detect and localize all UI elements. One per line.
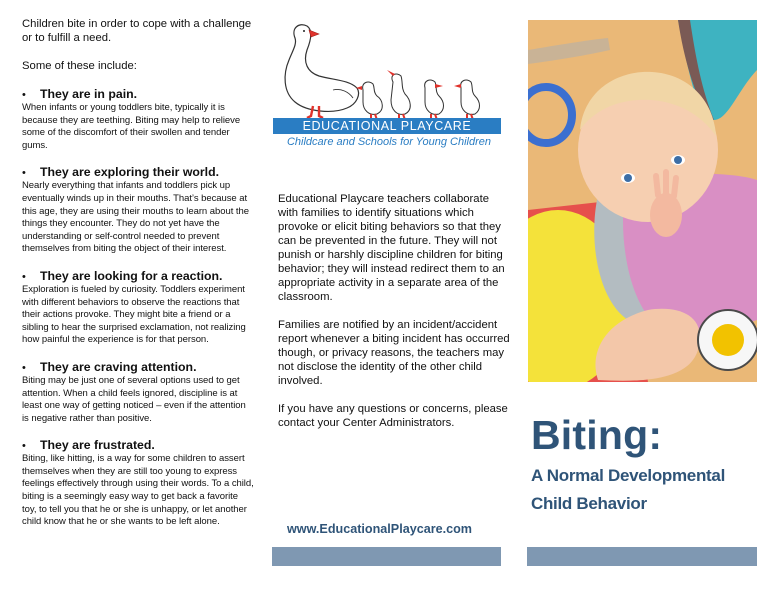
reason-body: Exploration is fueled by curiosity. Toddlers experiment with different behaviors to observe the reactions that their actions provoke. They might bite a friend or a sibling to hear the surprised exclamation, not realizing how painful the experience is for that person. bbox=[22, 283, 246, 346]
educational-playcare-logo bbox=[273, 10, 507, 160]
reason-title: They are frustrated. bbox=[40, 438, 155, 453]
policy-text bbox=[278, 192, 510, 444]
collaboration-paragraph: Educational Playcare teachers collaborate with families to identify situations which provoke or elicit biting behaviors so that they can be prevented in the future. They will not punish or harshly discipline children for biting behavior; they will instead redirect them to an appropriate activity in a separate area of the classroom. bbox=[278, 193, 505, 303]
reason-title: They are looking for a reaction. bbox=[40, 268, 223, 283]
baby-photo-illustration bbox=[528, 20, 757, 382]
reason-title: They are exploring their world. bbox=[40, 165, 220, 180]
reason-title: They are in pain. bbox=[40, 87, 138, 101]
footer-bar bbox=[272, 547, 501, 566]
goose-family-icon bbox=[273, 10, 507, 120]
reason-item bbox=[22, 269, 254, 347]
website-link[interactable]: www.EducationalPlaycare.com bbox=[287, 522, 473, 536]
bullet-icon: • bbox=[22, 167, 26, 180]
baby-photo bbox=[528, 20, 757, 382]
brochure-subtitle-line2: Child Behavior bbox=[531, 494, 647, 513]
bullet-icon: • bbox=[22, 89, 26, 101]
reason-item bbox=[22, 165, 254, 256]
reason-item bbox=[22, 438, 254, 529]
reason-body: Nearly everything that infants and toddlers pick up eventually winds up in their mouths. That’s because at this age, they are using their mouths to learn about the things they encounter. They do not yet have the understanding or self-control needed to prevent themselves from biting the object of their interest. bbox=[22, 180, 249, 255]
cover-footer-bar bbox=[527, 547, 757, 566]
brochure-title: Biting: bbox=[531, 412, 663, 458]
logo-tagline: Childcare and Schools for Young Children bbox=[286, 136, 492, 148]
reason-body: When infants or young toddlers bite, typically it is because they are teething. Biting may help to relieve some of the discomfort of their swollen and tender gums. bbox=[22, 102, 241, 151]
reason-body: Biting may be just one of several options used to get attention. When a child feels ignored, discipline is at least one way of getting noticed – even if the attention is negative rather than positive. bbox=[22, 374, 246, 424]
logo-wordmark: EDUCATIONAL PLAYCARE bbox=[273, 118, 501, 134]
brochure-subtitle-line1: A Normal Developmental bbox=[531, 466, 725, 485]
intro-lead: Some of these include: bbox=[22, 60, 137, 72]
contact-paragraph: If you have any questions or concerns, please contact your Center Administrators. bbox=[278, 403, 508, 429]
bullet-icon: • bbox=[22, 440, 26, 453]
middle-panel bbox=[265, 0, 515, 594]
intro bbox=[22, 17, 254, 73]
reason-body: Biting, like hitting, is a way for some children to assert themselves when they are still too young to express feelings effectively through using their words. To a child, biting is a seemingly easy way to get back a favorite toy, to tell you that he or she is unhappy, or let another child know that he or she wants to be left alone. bbox=[22, 453, 254, 528]
notification-paragraph: Families are notified by an incident/accident report whenever a biting incident has occurred though, or privacy reasons, the teachers may not disclose the identity of the other child involved. bbox=[278, 319, 510, 387]
left-panel bbox=[22, 17, 254, 542]
bullet-icon: • bbox=[22, 270, 26, 283]
intro-statement: Children bite in order to cope with a challenge or to fulfill a need. bbox=[22, 18, 252, 44]
reason-title: They are craving attention. bbox=[40, 359, 197, 374]
bullet-icon: • bbox=[22, 361, 26, 374]
reason-item bbox=[22, 360, 254, 425]
reason-item bbox=[22, 87, 254, 152]
